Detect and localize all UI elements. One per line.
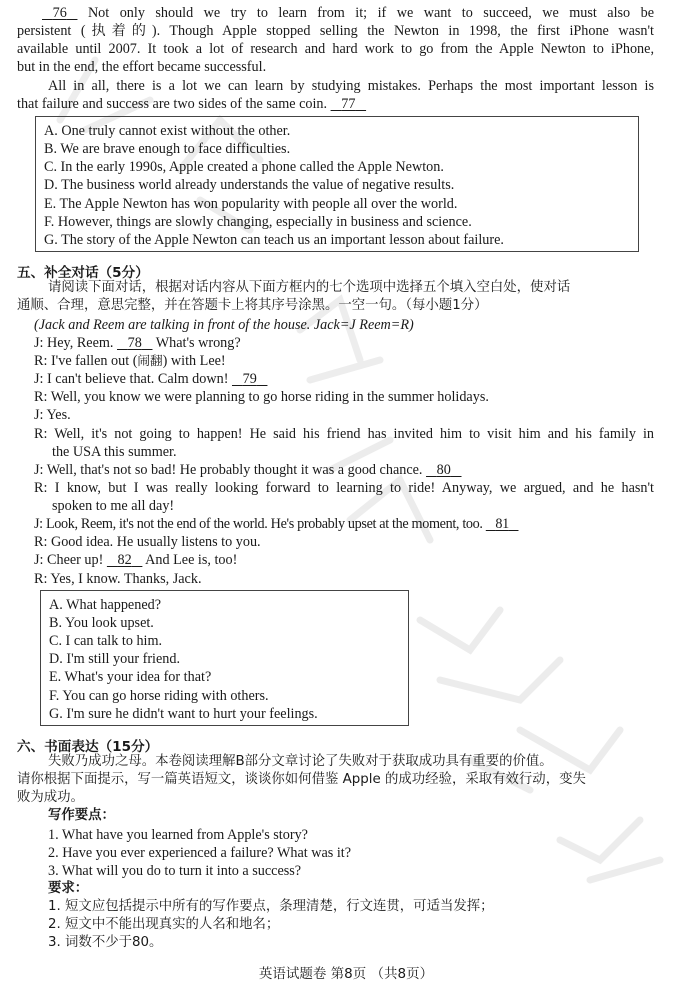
writing-points-label: 写作要点： xyxy=(48,808,115,823)
page-footer: 英语试题卷 第8页 （共8页） xyxy=(258,966,434,982)
requirement: 2. 短文中不能出现真实的人名和地名； xyxy=(48,917,280,932)
blank-78: 78 xyxy=(127,335,142,351)
section-5-instruction-1: 请阅读下面对话，根据对话内容从下面方框内的七个选项中选择五个填入空白处，使对话 xyxy=(48,280,571,295)
passage-line-1: 76 Not only should we try to learn from it; if we want to succeed, we must also be xyxy=(42,4,654,22)
section-5-instruction-2: 通顺、合理，意思完整，并在答题卡上将其序号涂黑。一空一句。（每小题1分） xyxy=(17,298,488,313)
option-a: A. One truly cannot exist without the other. xyxy=(44,123,291,139)
dialogue-option-a: A. What happened? xyxy=(49,597,162,613)
section-6-intro-3: 败为成功。 xyxy=(17,790,84,805)
dialogue-line: J: I can't believe that. Calm down! 79 xyxy=(34,370,267,388)
dialogue-line: R: Well, you know we were planning to go horse riding in the summer holidays. xyxy=(34,389,489,405)
blank-80: 80 xyxy=(436,462,451,478)
dialogue-line: J: Hey, Reem. 78 What's wrong? xyxy=(34,335,241,351)
section-5-heading: 五、补全对话（5分） xyxy=(17,265,149,281)
passage-line-2: persistent (执着的). Though Apple stopped selling the Newton in 1998, the first iPhone wasn't xyxy=(17,23,654,39)
blank-81: 81 xyxy=(495,516,509,532)
dialogue-line: R: Good idea. He usually listens to you. xyxy=(34,534,261,550)
dialogue-line: J: Look, Reem, it's not the end of the world. He's probably upset at the moment, too. 81 xyxy=(34,515,518,533)
dialogue-setting: (Jack and Reem are talking in front of the house. Jack=J Reem=R) xyxy=(34,317,414,333)
requirement: 3. 词数不少于80。 xyxy=(48,935,163,950)
dialogue-line: R: Well, it's not going to happen! He said his friend has invited him to visit him and his family in xyxy=(34,426,654,442)
passage-line-3: available until 2007. It took a lot of research and hard work to go from the Apple Newton to iPhone, xyxy=(17,41,654,57)
blank-82: 82 xyxy=(117,552,132,568)
option-e: E. The Apple Newton has won popularity with people all over the world. xyxy=(44,196,458,212)
blank-76: 76 xyxy=(52,5,67,21)
dialogue-line: the USA this summer. xyxy=(52,444,177,460)
passage-line-4: but in the end, the effort became successful. xyxy=(17,59,267,75)
section-6-intro-2: 请你根据下面提示，写一篇英语短文，谈谈你如何借鉴 Apple 的成功经验，采取有效行动，变失 xyxy=(17,772,586,787)
dialogue-line: J: Cheer up! 82 And Lee is, too! xyxy=(34,552,238,568)
writing-point: 2. Have you ever experienced a failure? What was it? xyxy=(48,845,352,861)
blank-77: 77 xyxy=(341,96,356,112)
option-g: G. The story of the Apple Newton can teach us an important lesson about failure. xyxy=(44,232,504,248)
dialogue-option-e: E. What's your idea for that? xyxy=(49,669,212,685)
section-6-intro-1: 失败乃成功之母。本卷阅读理解B部分文章讨论了失败对于获取成功具有重要的价值。 xyxy=(48,754,553,769)
dialogue-option-g: G. I'm sure he didn't want to hurt your feelings. xyxy=(49,706,318,722)
option-d: D. The business world already understands the value of negative results. xyxy=(44,177,455,193)
passage-line-6: that failure and success are two sides of the same coin. 77 xyxy=(17,95,366,113)
writing-point: 3. What will you do to turn it into a success? xyxy=(48,863,302,879)
section-6-heading: 六、书面表达（15分） xyxy=(17,739,159,755)
option-b: B. We are brave enough to face difficulties. xyxy=(44,141,291,157)
dialogue-line: spoken to me all day! xyxy=(52,498,175,514)
option-c: C. In the early 1990s, Apple created a phone called the Apple Newton. xyxy=(44,159,444,175)
option-f: F. However, things are slowly changing, especially in business and science. xyxy=(44,214,472,230)
dialogue-option-d: D. I'm still your friend. xyxy=(49,651,181,667)
writing-point: 1. What have you learned from Apple's story? xyxy=(48,827,308,843)
dialogue-line: R: Yes, I know. Thanks, Jack. xyxy=(34,571,202,587)
requirement: 1. 短文应包括提示中所有的写作要点，条理清楚，行文连贯，可适当发挥； xyxy=(48,899,494,914)
dialogue-line: R: I've fallen out (闹翻) with Lee! xyxy=(34,353,226,369)
requirements-label: 要求： xyxy=(48,881,89,896)
dialogue-option-c: C. I can talk to him. xyxy=(49,633,163,649)
dialogue-line: J: Yes. xyxy=(34,407,71,423)
dialogue-option-b: B. You look upset. xyxy=(49,615,154,631)
passage-line-5: All in all, there is a lot we can learn by studying mistakes. Perhaps the most important lesson is xyxy=(48,78,654,94)
dialogue-line: R: I know, but I was really looking forward to learning to ride! Anyway, we argued, and he hasn't xyxy=(34,480,654,496)
dialogue-line: J: Well, that's not so bad! He probably thought it was a good chance. 80 xyxy=(34,461,462,479)
dialogue-option-f: F. You can go horse riding with others. xyxy=(49,688,269,704)
blank-79: 79 xyxy=(242,371,257,387)
